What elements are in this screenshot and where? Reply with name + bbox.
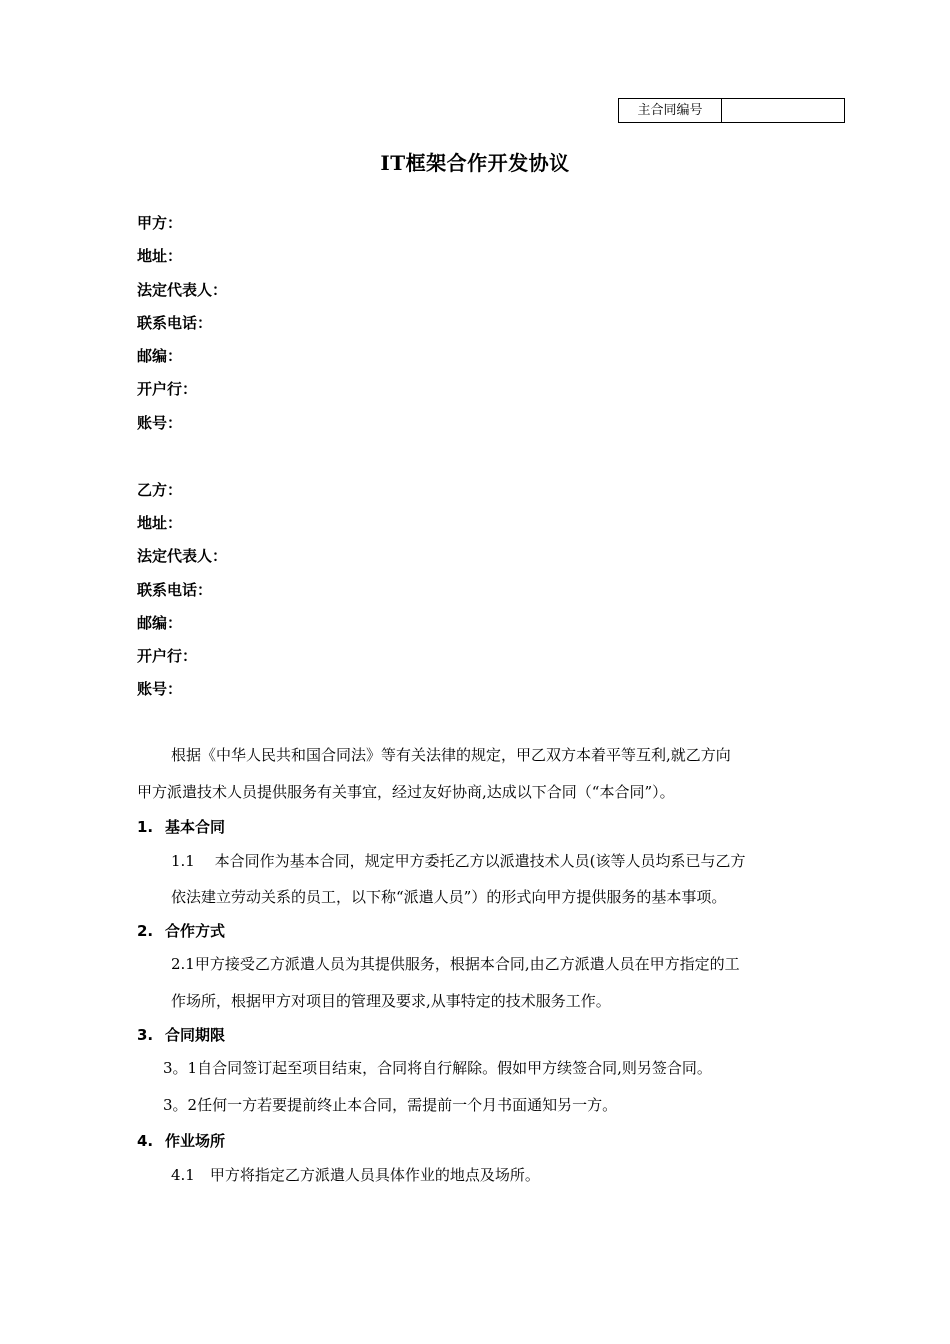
party-a-account: 账号： [137,414,183,432]
party-b-phone: 联系电话： [137,581,213,599]
party-a-phone: 联系电话： [137,314,213,332]
section-number: 1. [137,818,154,836]
party-b-account: 账号： [137,680,183,698]
section-number: 4. [137,1132,154,1150]
contract-number-value [722,99,844,122]
clause-4-1: 4.1 甲方将指定乙方派遣人员具体作业的地点及场所。 [171,1166,540,1184]
clause-3-1: 3。1自合同签订起至项目结束，合同将自行解除。假如甲方续签合同,则另签合同。 [163,1059,712,1077]
section-heading-4 [137,1130,225,1151]
clause-1-1-cont: 依法建立劳动关系的员工，以下称“派遣人员”）的形式向甲方提供服务的基本事项。 [171,888,727,906]
document-title: IT框架合作开发协议 [380,151,570,175]
party-a-address: 地址： [137,247,183,265]
party-a-legal-rep: 法定代表人： [137,281,228,299]
party-a-name: 甲方： [137,214,183,232]
section-number: 3. [137,1026,154,1044]
section-title: 基本合同 [165,818,226,836]
party-b-postcode: 邮编： [137,614,183,632]
party-a-postcode: 邮编： [137,347,183,365]
party-a-bank: 开户行： [137,380,198,398]
contract-number-label: 主合同编号 [619,99,722,122]
section-heading-3 [137,1024,225,1045]
party-b-address: 地址： [137,514,183,532]
section-title: 合作方式 [165,922,226,940]
party-b-legal-rep: 法定代表人： [137,547,228,565]
clause-1-1: 1.1 本合同作为基本合同，规定甲方委托乙方以派遣技术人员(该等人员均系已与乙方 [171,852,746,870]
preamble-line-1: 根据《中华人民共和国合同法》等有关法律的规定，甲乙双方本着平等互利,就乙方向 [171,746,731,764]
section-heading-1 [137,816,225,837]
section-title: 合同期限 [165,1026,226,1044]
contract-number-box [618,98,845,123]
clause-2-1-cont: 作场所，根据甲方对项目的管理及要求,从事特定的技术服务工作。 [171,992,611,1010]
clause-2-1: 2.1甲方接受乙方派遣人员为其提供服务，根据本合同,由乙方派遣人员在甲方指定的工 [171,955,740,973]
party-b-bank: 开户行： [137,647,198,665]
party-b-name: 乙方： [137,481,183,499]
preamble-line-2: 甲方派遣技术人员提供服务有关事宜，经过友好协商,达成以下合同（“本合同”）。 [137,783,675,801]
section-heading-2 [137,920,225,941]
section-title: 作业场所 [165,1132,226,1150]
section-number: 2. [137,922,154,940]
clause-3-2: 3。2任何一方若要提前终止本合同，需提前一个月书面通知另一方。 [163,1096,618,1114]
